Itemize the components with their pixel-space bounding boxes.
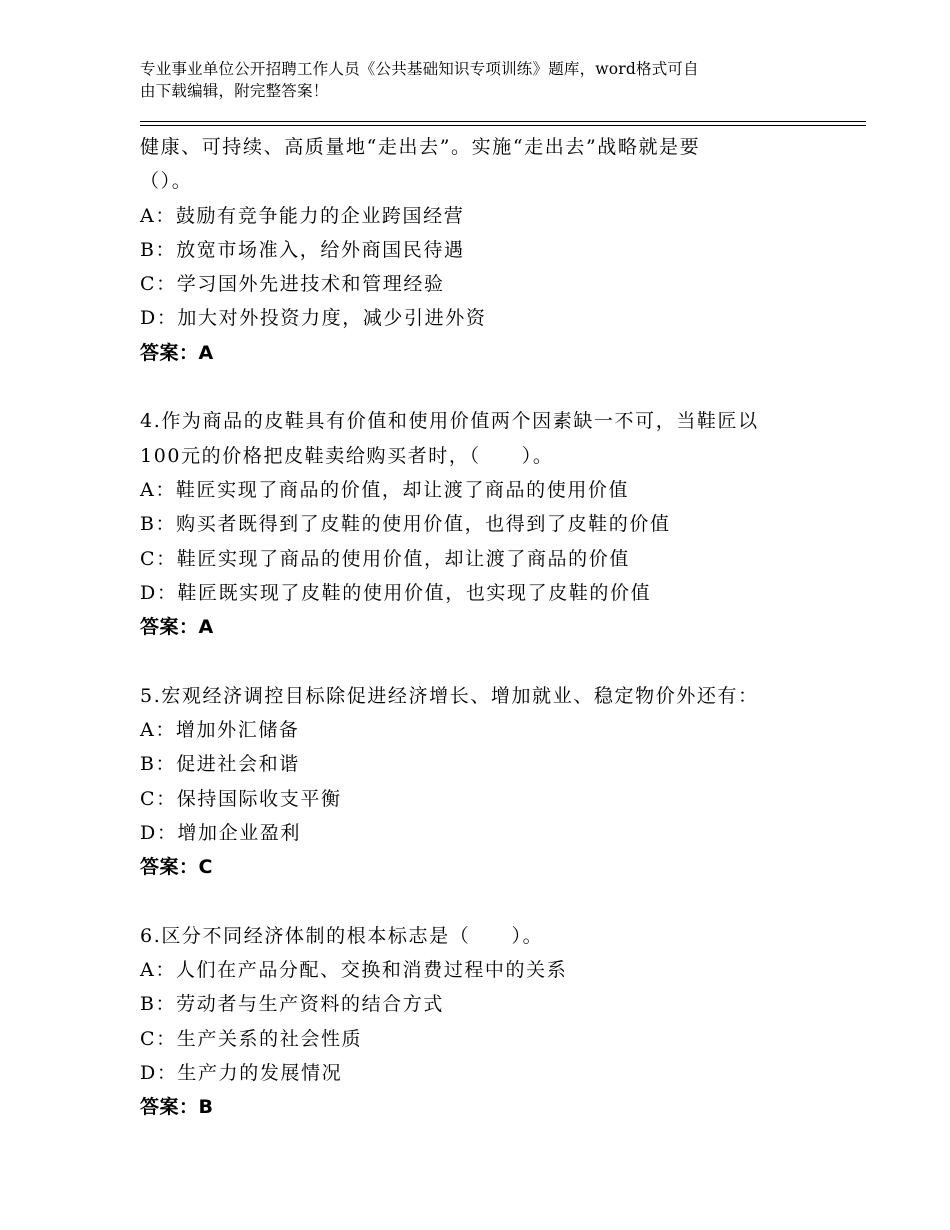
spacer [140,644,840,678]
option-b: B：购买者既得到了皮鞋的使用价值，也得到了皮鞋的价值 [140,513,671,536]
option-b: B：劳动者与生产资料的结合方式 [140,993,444,1016]
option-a: A：鞋匠实现了商品的价值，却让渡了商品的使用价值 [140,478,630,501]
question-block [140,404,840,644]
page-header [140,58,820,102]
option-c: C：保持国际收支平衡 [140,787,342,810]
option-a: A：鼓励有竞争能力的企业跨国经营 [140,204,465,227]
question-stem-line: 6.区分不同经济体制的根本标志是（ ）。 [140,924,544,947]
option-d: D：生产力的发展情况 [140,1062,343,1085]
option-b: B：放宽市场准入，给外商国民待遇 [140,238,465,261]
header-line-2: 由下载编辑，附完整答案！ [140,82,329,100]
option-d: D：加大对外投资力度，减少引进外资 [140,307,487,330]
option-c: C：生产关系的社会性质 [140,1027,363,1050]
question-stem-line: 健康、可持续、高质量地“走出去”。实施“走出去”战略就是要 [140,136,701,158]
header-line-1: 专业事业单位公开招聘工作人员《公共基础知识专项训练》题库，word格式可自 [140,60,699,78]
question-block [140,679,840,885]
option-d: D：鞋匠既实现了皮鞋的使用价值，也实现了皮鞋的价值 [140,581,652,604]
spacer [140,370,840,404]
option-a: A：增加外汇储备 [140,719,300,742]
answer-label: 答案：A [140,341,214,364]
option-d: D：增加企业盈利 [140,821,302,844]
answer-label: 答案：C [140,856,213,879]
question-stem-line: （）。 [140,170,193,193]
question-block [140,130,840,370]
option-c: C：学习国外先进技术和管理经验 [140,273,445,296]
option-b: B：促进社会和谐 [140,753,300,776]
spacer [140,885,840,919]
answer-label: 答案：A [140,616,214,639]
option-a: A：人们在产品分配、交换和消费过程中的关系 [140,959,568,982]
question-list [140,130,840,1125]
option-c: C：鞋匠实现了商品的使用价值，却让渡了商品的价值 [140,547,630,570]
question-stem-line: 4.作为商品的皮鞋具有价值和使用价值两个因素缺一不可，当鞋匠以 [140,410,759,433]
question-block [140,919,840,1125]
header-rule-bottom [140,125,866,126]
answer-label: 答案：B [140,1096,214,1119]
header-rule-top [140,121,866,122]
question-stem-line: 5.宏观经济调控目标除促进经济增长、增加就业、稳定物价外还有： [140,684,759,707]
question-stem-line: 100元的价格把皮鞋卖给购买者时，（ ）。 [140,444,554,467]
